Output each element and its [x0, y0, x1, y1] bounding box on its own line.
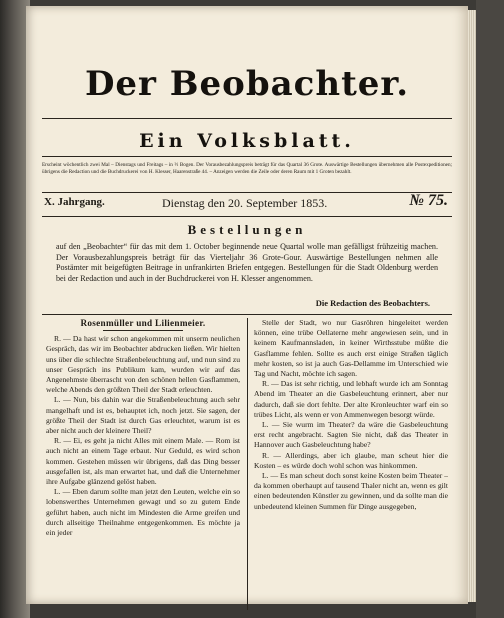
article-paragraph: R. — Da hast wir schon angekommen mit unserm neulichen Gespräch, das wir im Beobachter abdrucken ließen. Wir hielten uns über die schlechte Straßenbeleuchtung auf, und nun sind zu unser Gespräch ins Publikum kam, wurden wir auf das Angenehmste überrascht von den schönen hellen Gasflammen, welche Abends den größten Theil der Stadt erleuchten.	[46, 334, 240, 395]
section-rule	[42, 314, 452, 315]
right-column	[254, 318, 448, 512]
article-paragraph: L. — Eben darum sollte man jetzt den Leuten, welche ein so lobenswerthes Unternehmen gewagt und so zu gutem Ende geführt haben, auch nicht im Mindesten die Arme greifen und durch allseitige Theilnahme entgegenkommen. Es möchte ja ein jeder	[46, 487, 240, 538]
column-divider	[247, 318, 248, 610]
announcement-body: auf den „Beobachter“ für das mit dem 1. October beginnende neue Quartal wolle man gefälligst frühzeitig machen. Der Vorausbezahlungspreis beträgt für das Vierteljahr 36 Grote-Gour. Auswärtige Bestellungen nehmen alle Postämter mit beigefügten Beitrage in unfrankirten Briefen entgegen. Bestellungen für die Stadt Oldenburg werden bei der Redaction und auch in der Buchdruckerei von H. Klesser angenommen.	[56, 242, 438, 283]
issue-rule-top	[42, 192, 452, 193]
newspaper-page	[26, 6, 468, 604]
article-paragraph: L. — Nun, bis dahin war die Straßenbeleuchtung auch sehr mangelhaft und ist es, behauptet ich, noch jetzt. Sie sagen, der größte Theil der Stadt ist durch Gas erleuchtet, warum ist es aber nicht auch der kleinere Theil?	[46, 395, 240, 436]
issue-jahrgang: X. Jahrgang.	[44, 196, 105, 208]
article-paragraph: R. — Allerdings, aber ich glaube, man scheut hier die Kosten – es würde doch wohl schon was hinkommen.	[254, 450, 448, 470]
issue-number: № 75.	[409, 192, 448, 209]
publication-notice: Erscheint wöchentlich zwei Mal – Dienstags und Freitags – in ½ Bogen. Der Vorausbezahlungspreis beträgt für das Quartal 36 Grote. Auswärtige Bestellungen übernehmen alle Postexpeditionen; übrigens die Redaction und die Buchdruckerei von H. Klesser, Haarenstraße 44. – Anzeigen werden die Zeile oder deren Raum mit 1 Groten bezahlt.	[42, 162, 452, 175]
article-paragraph: L. — Es man scheut doch sonst keine Kosten beim Theater – da kommen oberhaupt auf tausend Thaler nicht an, wenn es gilt einen bedeutenden Künstler zu gewinnen, und da sollte man die unbedeutend kleinen Summen für Dinge ausgegeben,	[254, 471, 448, 511]
article-paragraph: R. — Das ist sehr richtig, und lebhaft wurde ich am Sonntag Abend im Theater an die Gasbeleuchtung erinnert, aber nur dadurch, daß sie dort fehlte. Der alte Kronleuchter warf ein so trübes Licht, als wenn er von Ammenwegen besorgt würde.	[254, 379, 448, 419]
announcement-title: Bestellungen	[187, 222, 307, 237]
issue-line	[42, 194, 452, 214]
announcement-signature: Die Redaction des Beobachters.	[315, 298, 430, 308]
article-paragraph: R. — Ei, es geht ja nicht Alles mit einem Male. — Rom ist auch nicht an einem Tage erbaut. Nur Geduld, es wird schon kommen. Gestehen müssen wir übrigens, daß das Ding besser ausgefallen ist, als man erwartet hat, und daß die Unternehmer ihre Aufgabe glänzend gelöst haben.	[46, 436, 240, 487]
article-paragraph: Stelle der Stadt, wo nur Gasröhren hingeleitet werden können, eine trübe Oellaterne mehr angewiesen sein, und in keinem Kaufmannsladen, in keiner Wirthsstube müßte die Gasflamme fehlen. Sollte es auch erst einige Straßen täglich mehr kosten, so ist ja auch Gas-Dellamme im Unterschied wie Tag und Nacht, möchte ich sagen.	[254, 318, 448, 379]
article-title: Rosenmüller und Lilienmeier.	[80, 318, 206, 328]
page-stack-edge	[468, 10, 476, 602]
issue-rule-bottom	[42, 216, 452, 217]
masthead-subtitle: Ein Volksblatt.	[139, 130, 355, 152]
masthead-rule	[42, 118, 452, 119]
article-title-rule	[103, 330, 183, 331]
left-column	[46, 318, 240, 538]
issue-date: Dienstag den 20. September 1853.	[162, 196, 328, 210]
article-paragraph: L. — Sie wurm im Theater? da wäre die Gasbeleuchtung erst recht angebracht. Sagten Sie nicht, daß das Theater in Hannover auch Gasbeleuchtung habe?	[254, 420, 448, 450]
subtitle-rule	[42, 156, 452, 157]
background-right	[476, 0, 504, 618]
masthead-title: Der Beobachter.	[84, 64, 410, 104]
